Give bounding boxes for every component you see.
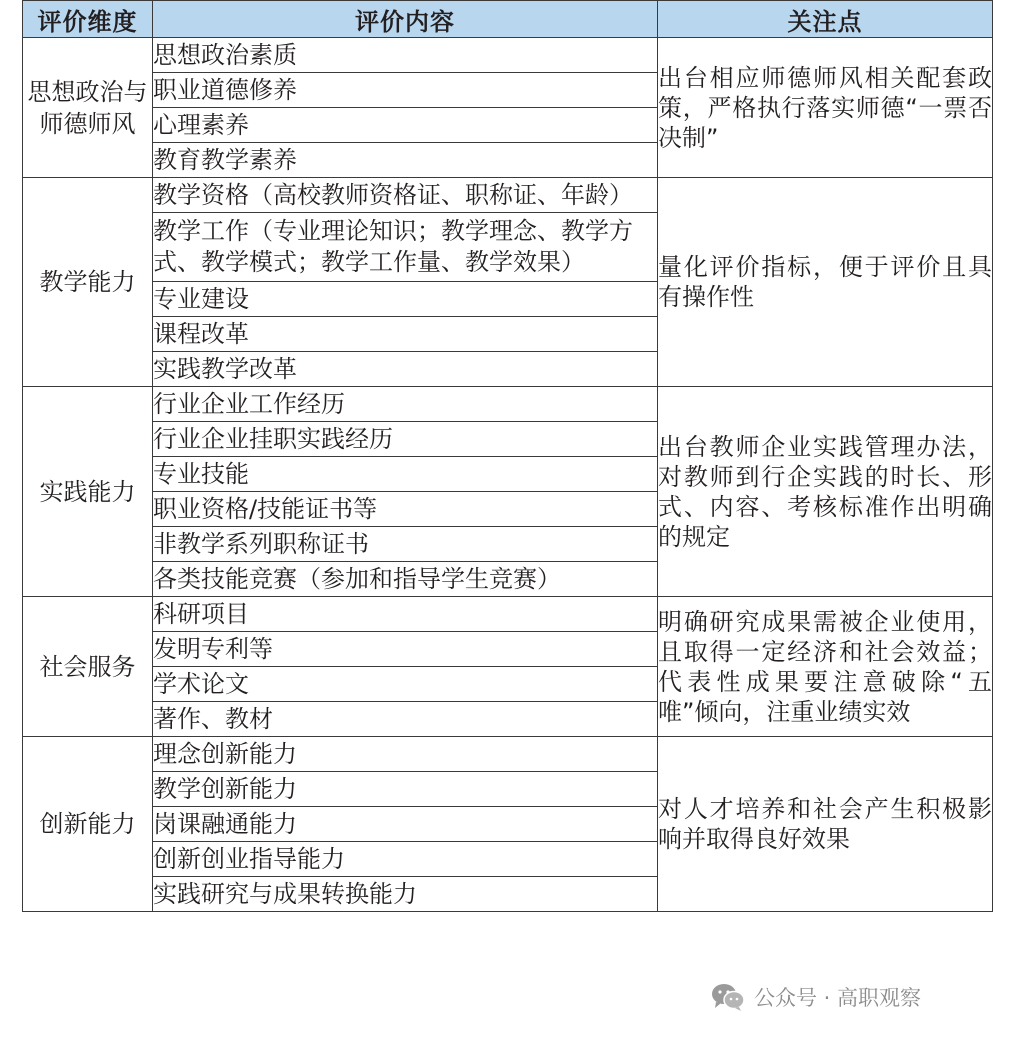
content-cell: 各类技能竞赛（参加和指导学生竞赛） [153, 562, 658, 597]
header-focus: 关注点 [658, 1, 993, 38]
table-row [23, 387, 993, 422]
header-content: 评价内容 [153, 1, 658, 38]
dimension-cell: 创新能力 [23, 737, 153, 912]
content-cell: 课程改革 [153, 317, 658, 352]
dimension-cell: 教学能力 [23, 178, 153, 387]
content-cell: 学术论文 [153, 667, 658, 702]
content-cell: 行业企业工作经历 [153, 387, 658, 422]
table-row [23, 737, 993, 772]
content-cell: 岗课融通能力 [153, 807, 658, 842]
content-cell: 专业建设 [153, 282, 658, 317]
content-cell: 职业道德修养 [153, 73, 658, 108]
content-cell: 教学创新能力 [153, 772, 658, 807]
content-cell: 专业技能 [153, 457, 658, 492]
content-cell: 心理素养 [153, 108, 658, 143]
content-cell: 职业资格/技能证书等 [153, 492, 658, 527]
wechat-icon [710, 982, 746, 1012]
focus-cell: 明确研究成果需被企业使用，且取得一定经济和社会效益；代表性成果要注意破除“五唯”倾向，注重业绩实效 [658, 597, 993, 737]
content-cell: 科研项目 [153, 597, 658, 632]
table-row [23, 38, 993, 73]
header-dimension: 评价维度 [23, 1, 153, 38]
watermark [710, 980, 921, 1014]
content-cell: 实践研究与成果转换能力 [153, 877, 658, 912]
watermark-text: 公众号 · 高职观察 [754, 986, 922, 1010]
focus-cell: 对人才培养和社会产生积极影响并取得良好效果 [658, 737, 993, 912]
content-cell: 实践教学改革 [153, 352, 658, 387]
table-header-row [23, 1, 993, 38]
table-row [23, 178, 993, 213]
content-cell: 发明专利等 [153, 632, 658, 667]
content-cell: 创新创业指导能力 [153, 842, 658, 877]
dimension-cell: 实践能力 [23, 387, 153, 597]
content-cell: 理念创新能力 [153, 737, 658, 772]
focus-cell: 量化评价指标，便于评价且具有操作性 [658, 178, 993, 387]
content-cell: 非教学系列职称证书 [153, 527, 658, 562]
dimension-cell: 思想政治与师德师风 [23, 38, 153, 178]
content-cell: 行业企业挂职实践经历 [153, 422, 658, 457]
evaluation-table [22, 0, 993, 912]
content-cell: 著作、教材 [153, 702, 658, 737]
table-row [23, 597, 993, 632]
focus-cell: 出台相应师德师风相关配套政策，严格执行落实师德“一票否决制” [658, 38, 993, 178]
dimension-cell: 社会服务 [23, 597, 153, 737]
content-cell: 思想政治素质 [153, 38, 658, 73]
evaluation-table-container [22, 0, 992, 912]
content-cell: 教学资格（高校教师资格证、职称证、年龄） [153, 178, 658, 213]
focus-cell: 出台教师企业实践管理办法，对教师到行企实践的时长、形式、内容、考核标准作出明确的规定 [658, 387, 993, 597]
content-cell: 教育教学素养 [153, 143, 658, 178]
content-cell: 教学工作（专业理论知识；教学理念、教学方式、教学模式；教学工作量、教学效果） [153, 213, 658, 282]
